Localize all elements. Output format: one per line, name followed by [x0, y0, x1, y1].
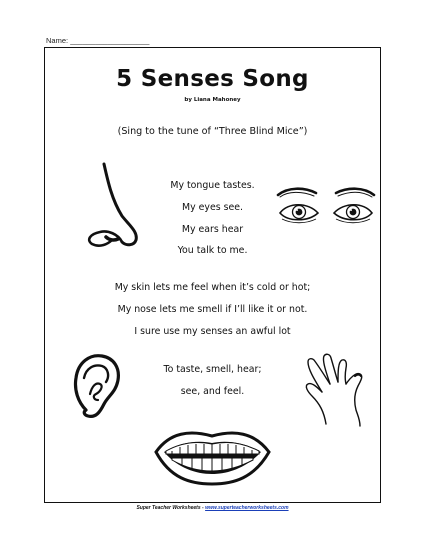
verse-1	[145, 175, 280, 262]
verse-line: My skin lets me feel when it’s cold or hot;	[114, 282, 311, 293]
eyes-icon	[272, 185, 380, 235]
footer	[0, 505, 425, 511]
page-title: 5 Senses Song	[116, 66, 309, 92]
nose-icon	[82, 160, 142, 260]
footer-brand: Super Teacher Worksheets	[136, 505, 201, 511]
verse-line: My tongue tastes.	[170, 180, 255, 191]
footer-separator: -	[200, 505, 206, 511]
verse-line: My eyes see.	[182, 201, 243, 213]
hand-icon	[300, 350, 380, 430]
ear-icon	[70, 350, 124, 422]
footer-website-link[interactable]: www.superteacherworksheets.com	[205, 505, 289, 511]
verse-2	[0, 277, 425, 342]
verse-line: see, and feel.	[180, 385, 245, 397]
mouth-icon	[150, 420, 275, 490]
name-blank[interactable]: ___________________	[70, 36, 150, 45]
verse-line: I sure use my senses an awful lot	[134, 325, 291, 337]
tune-instruction: (Sing to the tune of “Three Blind Mice”)	[117, 126, 308, 137]
name-label: Name:	[46, 36, 71, 45]
author-byline: by Liana Mahoney	[184, 97, 241, 103]
verse-line: You talk to me.	[177, 245, 248, 257]
name-field-label	[46, 36, 149, 45]
verse-line: My nose lets me smell if I’ll like it or not.	[117, 303, 308, 315]
verse-line: To taste, smell, hear;	[163, 364, 262, 375]
verse-line: My ears hear	[181, 223, 244, 235]
verse-3	[145, 359, 280, 403]
